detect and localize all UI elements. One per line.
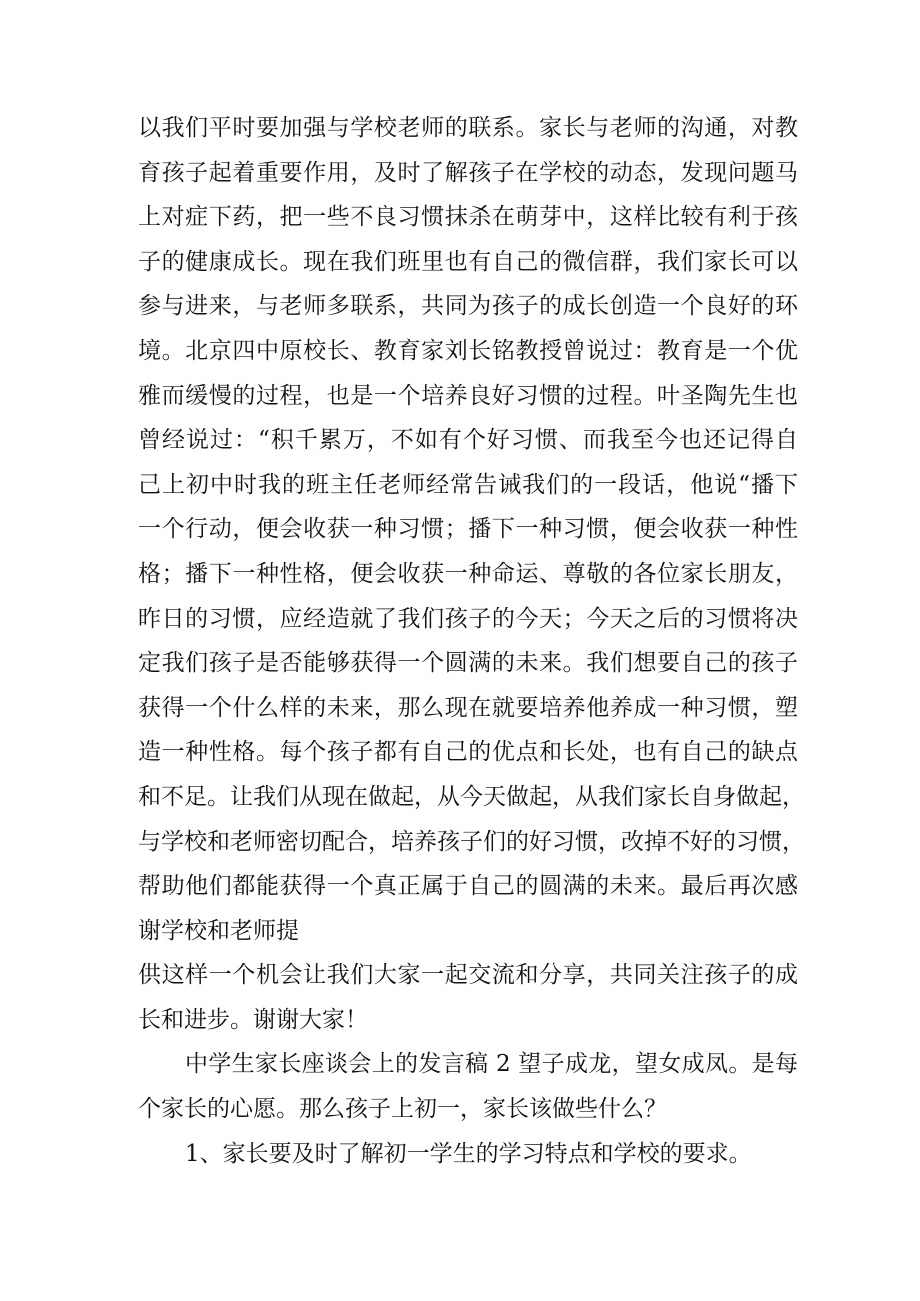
text-line: 帮助他们都能获得一个真正属于自己的圆满的未来。最后再次感	[138, 873, 798, 900]
text-line: 以我们平时要加强与学校老师的联系。家长与老师的沟通，对教	[138, 115, 798, 141]
text-line: 上对症下药，把一些不良习惯抹杀在萌芽中，这样比较有利于孩	[138, 204, 798, 231]
text-line: 己上初中时我的班主任老师经常告诫我们的一段话，他说“播下	[138, 471, 798, 498]
text-line: 获得一个什么样的未来，那么现在就要培养他养成一种习惯，塑	[138, 694, 798, 721]
text-line: 造一种性格。每个孩子都有自己的优点和长处，也有自己的缺点	[138, 739, 798, 766]
text-line: 和不足。让我们从现在做起，从今天做起，从我们家长自身做起，	[138, 783, 805, 810]
text-line: 育孩子起着重要作用，及时了解孩子在学校的动态，发现问题马	[138, 159, 798, 186]
text-line: 谢学校和老师提	[138, 917, 299, 944]
body-text	[138, 106, 805, 1176]
text-line: 一个行动，便会收获一种习惯；播下一种习惯，便会收获一种性	[138, 516, 798, 543]
text-line: 长和进步。谢谢大家！	[138, 1006, 368, 1033]
text-line: 曾经说过：“积千累万，不如有个好习惯、而我至今也还记得自	[138, 427, 798, 454]
text-line: 子的健康成长。现在我们班里也有自己的微信群，我们家长可以	[138, 248, 798, 275]
text-line: 参与进来，与老师多联系，共同为孩子的成长创造一个良好的环	[138, 293, 798, 320]
text-line: 定我们孩子是否能够获得一个圆满的未来。我们想要自己的孩子	[138, 650, 798, 677]
text-line: 与学校和老师密切配合，培养孩子们的好习惯，改掉不好的习惯，	[138, 828, 805, 855]
paragraph-start-line: 中学生家长座谈会上的发言稿 2 望子成龙，望女成凤。是每	[185, 1051, 798, 1078]
text-line: 供这样一个机会让我们大家一起交流和分享，共同关注孩子的成	[138, 962, 798, 989]
text-line: 格；播下一种性格，便会收获一种命运、尊敬的各位家长朋友，	[138, 560, 798, 587]
text-line: 昨日的习惯，应经造就了我们孩子的今天；今天之后的习惯将决	[138, 605, 798, 632]
text-line: 雅而缓慢的过程，也是一个培养良好习惯的过程。叶圣陶先生也	[138, 382, 798, 409]
list-item-line: 1、家长要及时了解初一学生的学习特点和学校的要求。	[185, 1140, 752, 1167]
text-line: 境。北京四中原校长、教育家刘长铭教授曾说过：教育是一个优	[138, 337, 798, 364]
text-line: 个家长的心愿。那么孩子上初一，家长该做些什么？	[138, 1096, 667, 1123]
